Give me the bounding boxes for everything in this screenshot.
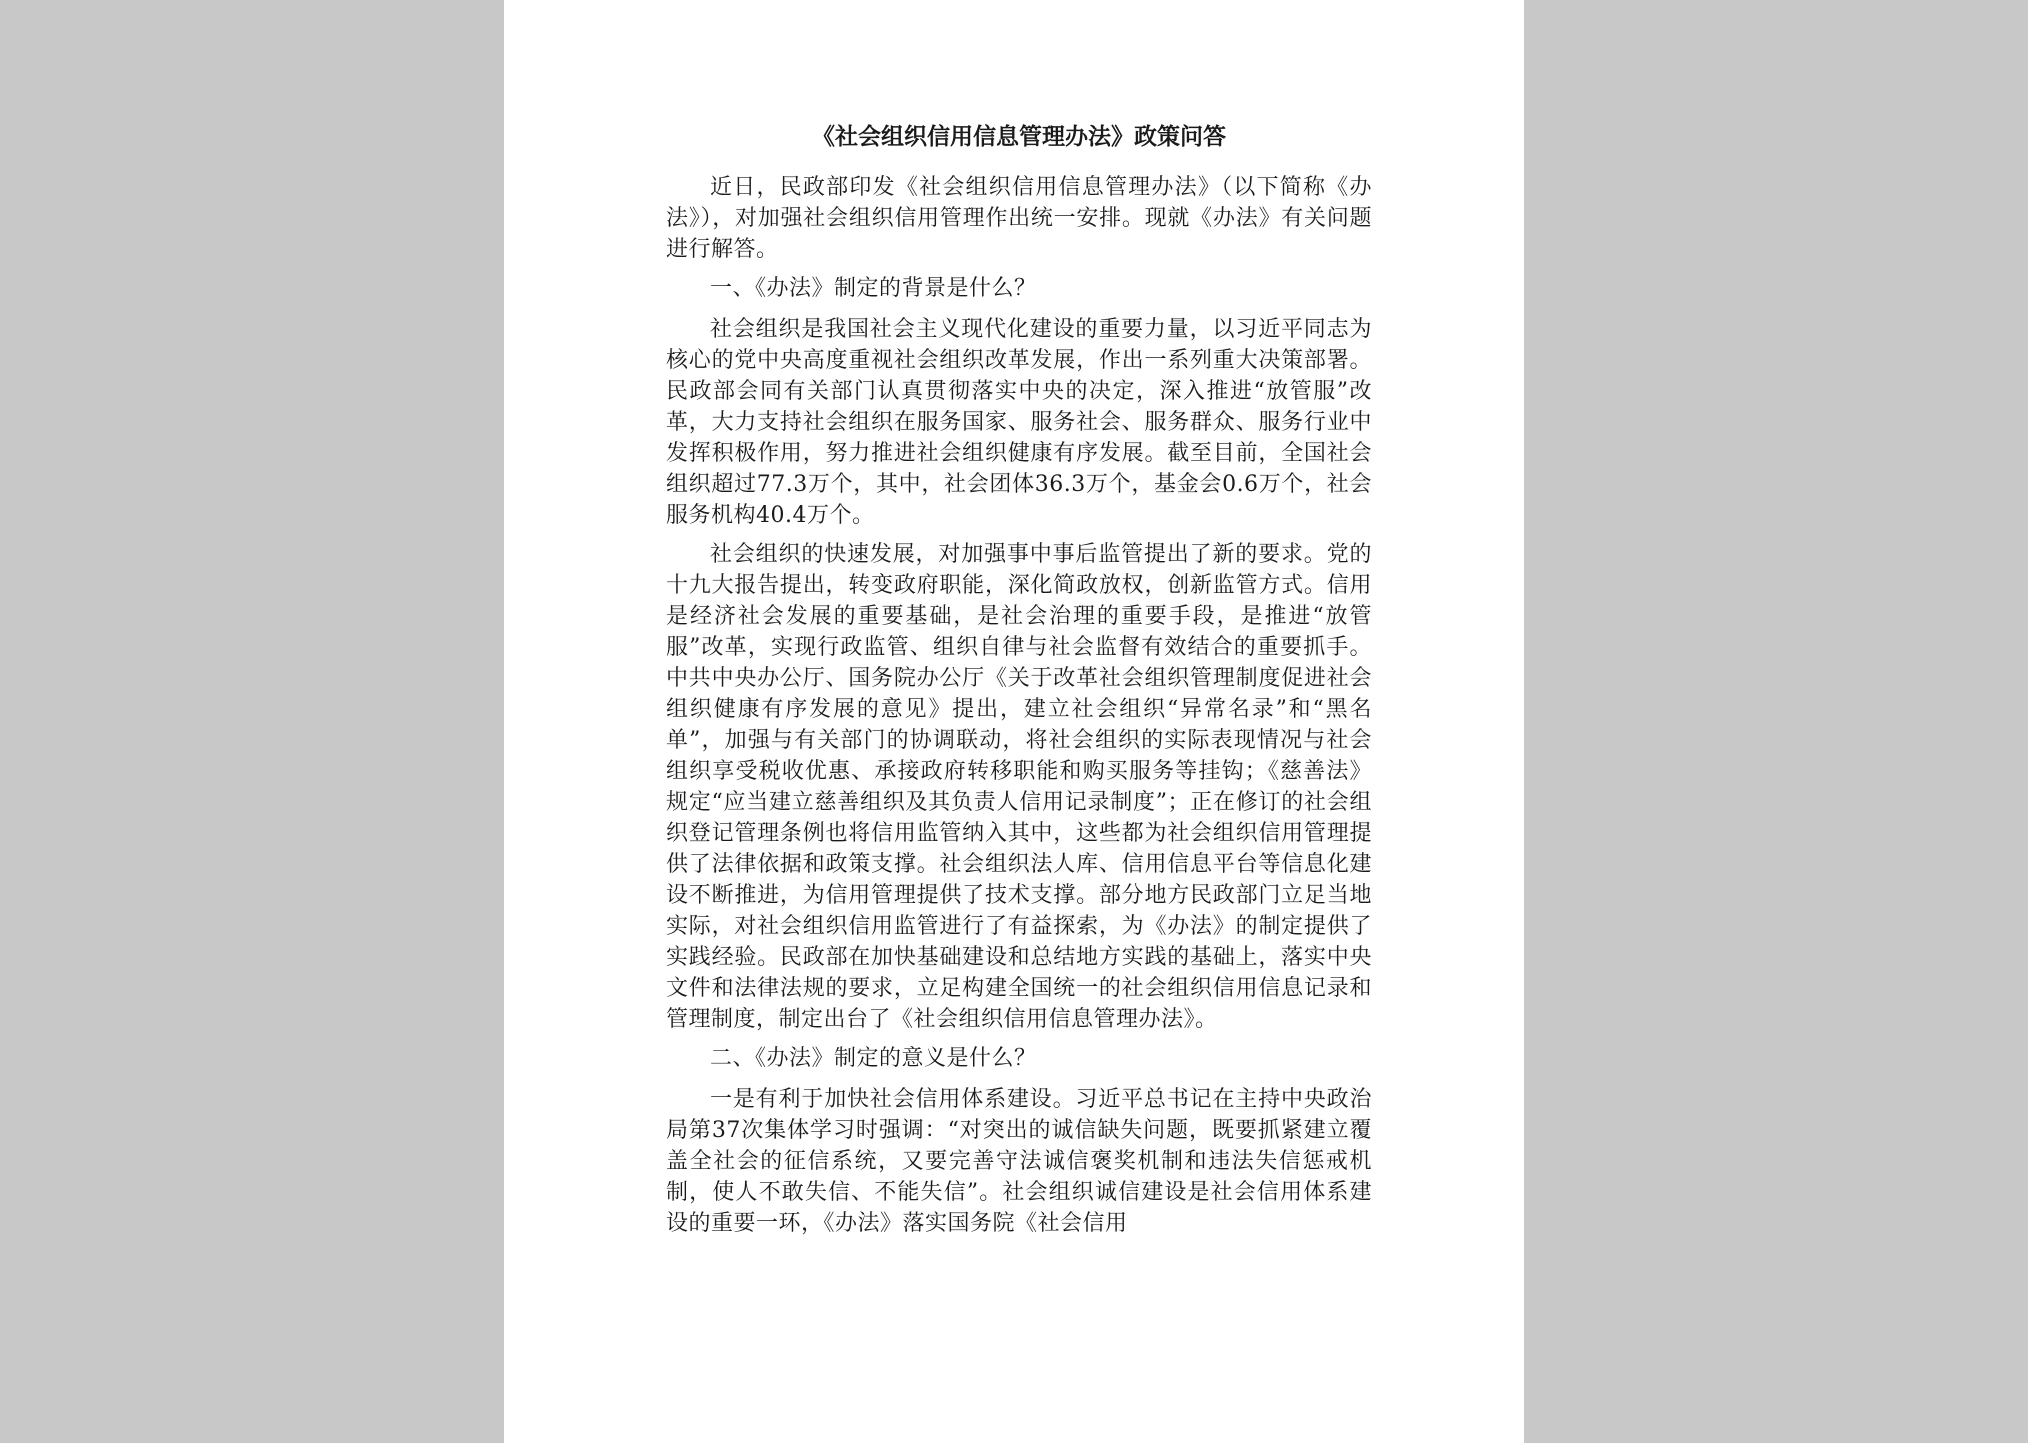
section-heading-2: 二、《办法》制定的意义是什么？ — [710, 1046, 1037, 1071]
page-content — [666, 118, 1372, 1247]
intro-paragraph: 近日，民政部印发《社会组织信用信息管理办法》（以下简称《办法》），对加强社会组织信用管理作出统一安排。现就《办法》有关问题进行解答。 — [666, 175, 1372, 262]
document-page — [504, 0, 1524, 1443]
section-1-paragraph-2: 社会组织的快速发展，对加强事中事后监管提出了新的要求。党的十九大报告提出，转变政府职能，深化简政放权，创新监管方式。信用是经济社会发展的重要基础，是社会治理的重要手段，是推进“放管服”改革，实现行政监管、组织自律与社会监督有效结合的重要抓手。中共中央办公厅、国务院办公厅《关于改革社会组织管理制度促进社会组织健康有序发展的意见》提出，建立社会组织“异常名录”和“黑名单”，加强与有关部门的协调联动，将社会组织的实际表现情况与社会组织享受税收优惠、承接政府转移职能和购买服务等挂钩；《慈善法》规定“应当建立慈善组织及其负责人信用记录制度”；正在修订的社会组织登记管理条例也将信用监管纳入其中，这些都为社会组织信用管理提供了法律依据和政策支撑。社会组织法人库、信用信息平台等信息化建设不断推进，为信用管理提供了技术支撑。部分地方民政部门立足当地实际，对社会组织信用监管进行了有益探索，为《办法》的制定提供了实践经验。民政部在加快基础建设和总结地方实践的基础上，落实中央文件和法律法规的要求，立足构建全国统一的社会组织信用信息记录和管理制度，制定出台了《社会组织信用信息管理办法》。 — [666, 542, 1372, 1032]
section-2-paragraph-1: 一是有利于加快社会信用体系建设。习近平总书记在主持中央政治局第37次集体学习时强调：“对突出的诚信缺失问题，既要抓紧建立覆盖全社会的征信系统，又要完善守法诚信褒奖机制和违法失信惩戒机制，使人不敢失信、不能失信”。社会组织诚信建设是社会信用体系建设的重要一环，《办法》落实国务院《社会信用 — [666, 1087, 1372, 1236]
document-title: 《社会组织信用信息管理办法》政策问答 — [812, 123, 1226, 150]
section-heading-1: 一、《办法》制定的背景是什么？ — [710, 276, 1037, 301]
section-1-paragraph-1: 社会组织是我国社会主义现代化建设的重要力量，以习近平同志为核心的党中央高度重视社会组织改革发展，作出一系列重大决策部署。民政部会同有关部门认真贯彻落实中央的决定，深入推进“放管服”改革，大力支持社会组织在服务国家、服务社会、服务群众、服务行业中发挥积极作用，努力推进社会组织健康有序发展。截至目前，全国社会组织超过77.3万个，其中，社会团体36.3万个，基金会0.6万个，社会服务机构40.4万个。 — [666, 317, 1372, 528]
